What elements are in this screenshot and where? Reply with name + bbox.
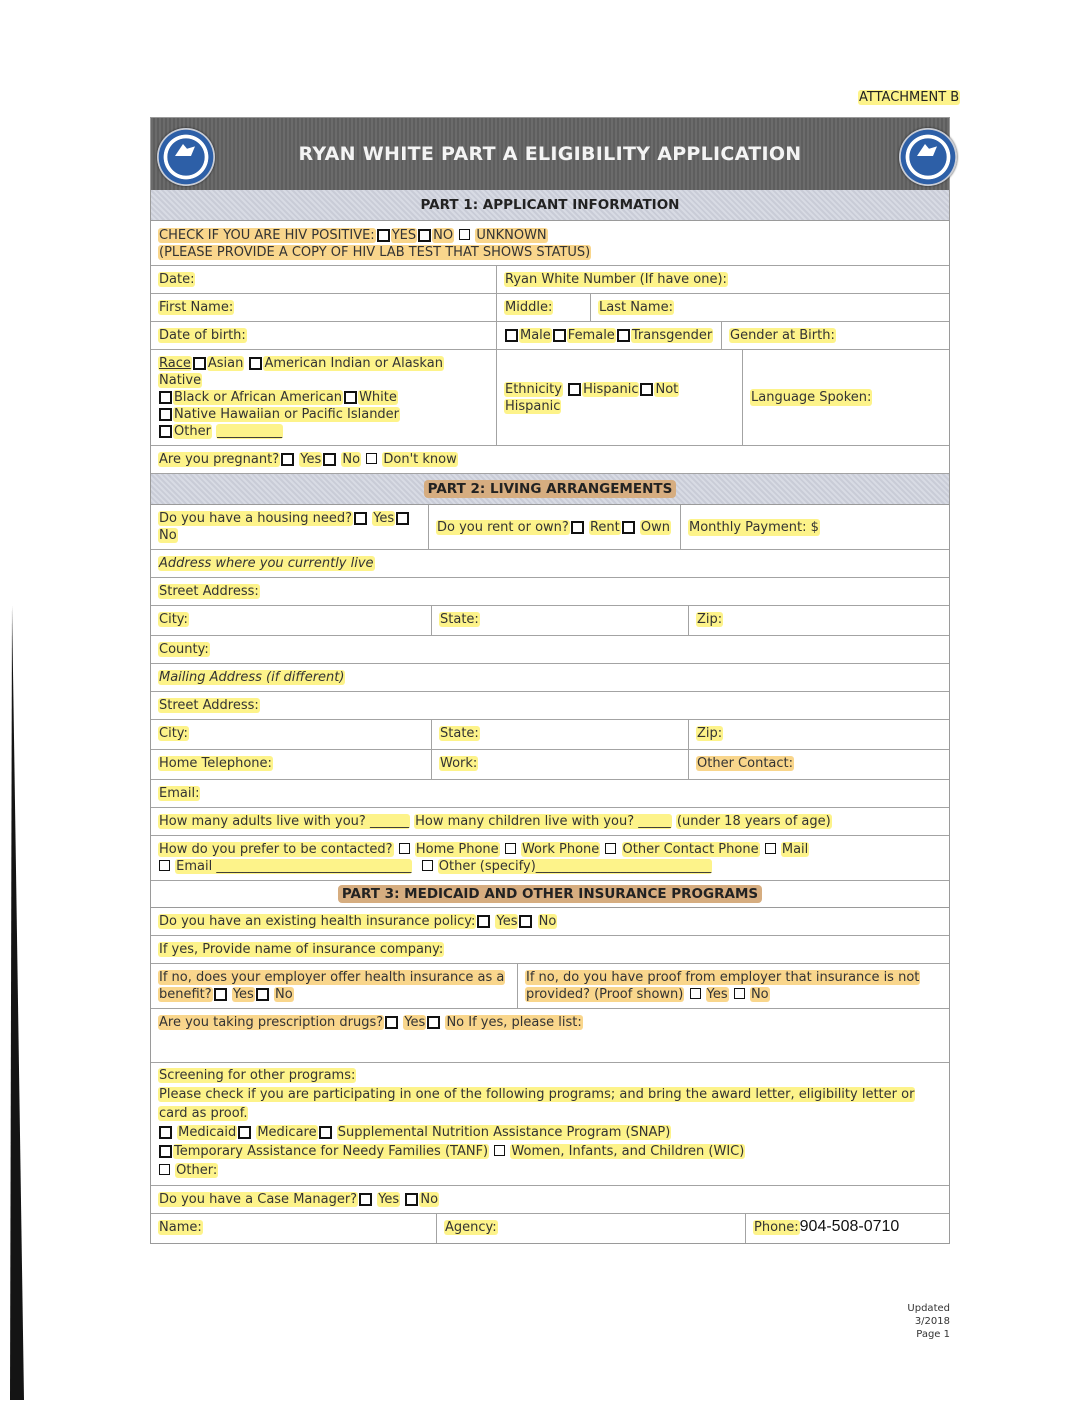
medicare-checkbox[interactable]	[238, 1126, 251, 1139]
housing-yes-checkbox[interactable]	[354, 512, 367, 525]
dob-field[interactable]: Date of birth:	[151, 322, 497, 349]
hiv-no-label: NO	[433, 228, 454, 243]
insurer-name-field[interactable]: If yes, Provide name of insurance company:	[159, 942, 444, 957]
state-field[interactable]: State:	[432, 606, 689, 635]
pregnant-yes-checkbox[interactable]	[281, 453, 294, 466]
own-checkbox[interactable]	[622, 521, 635, 534]
street-address-field[interactable]: Street Address:	[159, 584, 259, 599]
contact-mail-checkbox[interactable]	[765, 843, 776, 854]
county-row	[151, 636, 949, 664]
hiv-yes-checkbox[interactable]	[377, 229, 390, 242]
hiv-status-row	[151, 221, 949, 266]
not-hispanic-checkbox[interactable]	[640, 383, 653, 396]
hiv-no-checkbox[interactable]	[418, 229, 431, 242]
first-name-field[interactable]: First Name:	[151, 294, 497, 321]
adults-count-field[interactable]: How many adults live with you? ______	[159, 814, 409, 829]
mailing-heading-row	[151, 664, 949, 692]
proof-no-checkbox[interactable]	[734, 988, 745, 999]
city-field[interactable]: City:	[151, 606, 432, 635]
mailing-zip-field[interactable]: Zip:	[697, 726, 723, 741]
county-seal-icon	[157, 128, 215, 186]
other-race-blank[interactable]: __________	[217, 424, 283, 439]
proof-yes-checkbox[interactable]	[690, 988, 701, 999]
street-row	[151, 578, 949, 606]
county-field[interactable]: County:	[159, 642, 209, 657]
hiv-unknown-checkbox[interactable]	[459, 229, 470, 240]
insurer-name-row	[151, 936, 949, 964]
date-row	[151, 266, 949, 294]
monthly-payment-field[interactable]: Monthly Payment: $	[689, 519, 819, 535]
employer-offer-no-checkbox[interactable]	[256, 988, 269, 1001]
prescription-no-checkbox[interactable]	[427, 1016, 440, 1029]
language-field[interactable]: Language Spoken:	[751, 390, 872, 405]
screening-row: Screening for other programs: Please check if you are participating in one of the following programs; and bring the award letter, eligibility letter or card as proof. Medicaid Medicare Supplemental Nutrition Assistance Program (SNAP) Temporary Assistance for Needy Families (TANF) Women, Infants, and Children (WIC) Other:	[151, 1063, 949, 1186]
mailing-city-state-zip-row	[151, 720, 949, 750]
prescription-row	[151, 1009, 949, 1063]
employer-insurance-row: If no, does your employer offer health insurance as a benefit? Yes No If no, do you have proof from employer that insurance is not provided? (Proof shown) Yes No	[151, 964, 949, 1009]
mailing-street-row	[151, 692, 949, 720]
snap-checkbox[interactable]	[319, 1126, 332, 1139]
prescription-field[interactable]: Are you taking prescription drugs? Yes No If yes, please list:	[159, 1015, 582, 1030]
native-hawaiian-checkbox[interactable]	[159, 408, 172, 421]
contact-preference-row: How do you prefer to be contacted? Home Phone Work Phone Other Contact Phone Mail Email ______________________________ Other (specify)___________________________	[151, 836, 949, 881]
contact-email-checkbox[interactable]	[159, 860, 170, 871]
mailing-city-field[interactable]: City:	[151, 720, 432, 749]
other-race-checkbox[interactable]	[159, 425, 172, 438]
tanf-checkbox[interactable]	[159, 1145, 172, 1158]
male-checkbox[interactable]	[505, 329, 518, 342]
part3-heading: PART 3: MEDICAID AND OTHER INSURANCE PROGRAMS	[151, 881, 949, 908]
form-banner	[151, 118, 949, 190]
housing-row	[151, 505, 949, 550]
pregnant-no-checkbox[interactable]	[323, 453, 336, 466]
other-contact-field[interactable]: Other Contact:	[697, 756, 794, 771]
case-manager-phone-value: 904-508-0710	[799, 1218, 900, 1235]
part2-heading: PART 2: LIVING ARRANGEMENTS	[151, 474, 949, 505]
race-options: Race Asian American Indian or Alaskan Native Black or African American White Native Hawaiian or Pacific Islander Other __________	[151, 350, 497, 445]
other-program-checkbox[interactable]	[159, 1164, 170, 1175]
mailing-street-field[interactable]: Street Address:	[159, 698, 259, 713]
employer-offer-yes-checkbox[interactable]	[214, 988, 227, 1001]
pregnant-dont-know-checkbox[interactable]	[366, 453, 377, 464]
race-ethnicity-row	[151, 350, 949, 446]
case-manager-details-row	[151, 1214, 949, 1243]
name-row	[151, 294, 949, 322]
hiv-note: (PLEASE PROVIDE A COPY OF HIV LAB TEST THAT SHOWS STATUS)	[159, 245, 591, 260]
city-state-zip-row	[151, 606, 949, 636]
ryan-white-number-field[interactable]: Ryan White Number (If have one):	[505, 272, 727, 287]
female-checkbox[interactable]	[553, 329, 566, 342]
hiv-yes-label: YES	[391, 228, 417, 243]
existing-policy-row: Do you have an existing health insurance policy: Yes No	[151, 908, 949, 936]
contact-work-phone-checkbox[interactable]	[505, 843, 516, 854]
pregnant-row: Are you pregnant? Yes No Don't know	[151, 446, 949, 474]
black-checkbox[interactable]	[159, 391, 172, 404]
american-indian-checkbox[interactable]	[249, 357, 262, 370]
part1-heading: PART 1: APPLICANT INFORMATION	[151, 190, 949, 221]
policy-no-checkbox[interactable]	[519, 915, 532, 928]
dob-gender-row	[151, 322, 949, 350]
date-field[interactable]: Date:	[151, 266, 497, 293]
asian-checkbox[interactable]	[193, 357, 206, 370]
rent-own-options: Do you rent or own? Rent Own	[429, 505, 681, 549]
prescription-yes-checkbox[interactable]	[385, 1016, 398, 1029]
housing-need-options: Do you have a housing need? Yes No	[151, 505, 429, 549]
hiv-label: CHECK IF YOU ARE HIV POSITIVE:	[159, 228, 375, 243]
policy-yes-checkbox[interactable]	[477, 915, 490, 928]
contact-home-phone-checkbox[interactable]	[399, 843, 410, 854]
last-name-field[interactable]: Last Name:	[599, 300, 673, 315]
mailing-address-heading: Mailing Address (if different)	[159, 670, 345, 685]
attachment-label: ATTACHMENT B	[859, 90, 960, 105]
phone-row	[151, 750, 949, 780]
case-manager-name-field[interactable]: Name:	[151, 1214, 437, 1243]
current-address-heading: Address where you currently live	[159, 556, 374, 571]
updated-date: Updated 3/2018	[907, 1303, 950, 1327]
gender-at-birth-field[interactable]: Gender at Birth:	[730, 328, 835, 343]
eligibility-form	[150, 117, 950, 1244]
transgender-checkbox[interactable]	[617, 329, 630, 342]
contact-other-checkbox[interactable]	[422, 860, 433, 871]
household-row: How many adults live with you? ______ How many children live with you? _____ (under 18 years of age)	[151, 808, 949, 836]
wic-checkbox[interactable]	[494, 1145, 505, 1156]
case-manager-yes-checkbox[interactable]	[359, 1193, 372, 1206]
case-manager-agency-field[interactable]: Agency:	[437, 1214, 746, 1243]
scan-edge-artifact	[10, 605, 24, 1400]
mailing-state-field[interactable]: State:	[432, 720, 689, 749]
gender-options: Male Female Transgender	[497, 322, 722, 349]
contact-other-phone-checkbox[interactable]	[605, 843, 616, 854]
email-row	[151, 780, 949, 808]
page-footer	[870, 1302, 950, 1341]
home-telephone-field[interactable]: Home Telephone:	[151, 750, 432, 779]
hispanic-checkbox[interactable]	[568, 383, 581, 396]
ethnicity-options: Ethnicity Hispanic Not Hispanic	[497, 350, 743, 445]
white-checkbox[interactable]	[344, 391, 357, 404]
county-seal-icon	[899, 128, 957, 186]
email-field[interactable]: Email:	[159, 786, 200, 801]
case-manager-row: Do you have a Case Manager? Yes No	[151, 1186, 949, 1214]
case-manager-phone-field[interactable]: Phone:904-508-0710	[754, 1218, 900, 1235]
rent-checkbox[interactable]	[571, 521, 584, 534]
case-manager-no-checkbox[interactable]	[405, 1193, 418, 1206]
housing-no-checkbox[interactable]	[396, 512, 409, 525]
work-phone-field[interactable]: Work:	[432, 750, 689, 779]
form-title: RYAN WHITE PART A ELIGIBILITY APPLICATION	[298, 143, 802, 165]
children-count-field[interactable]: How many children live with you? _____	[415, 814, 671, 829]
page-number: Page 1	[916, 1329, 950, 1340]
medicaid-checkbox[interactable]	[159, 1126, 172, 1139]
zip-field[interactable]: Zip:	[697, 612, 723, 627]
hiv-unknown-label: UNKNOWN	[476, 228, 547, 243]
middle-name-field[interactable]: Middle:	[497, 294, 591, 321]
current-address-heading-row	[151, 550, 949, 578]
